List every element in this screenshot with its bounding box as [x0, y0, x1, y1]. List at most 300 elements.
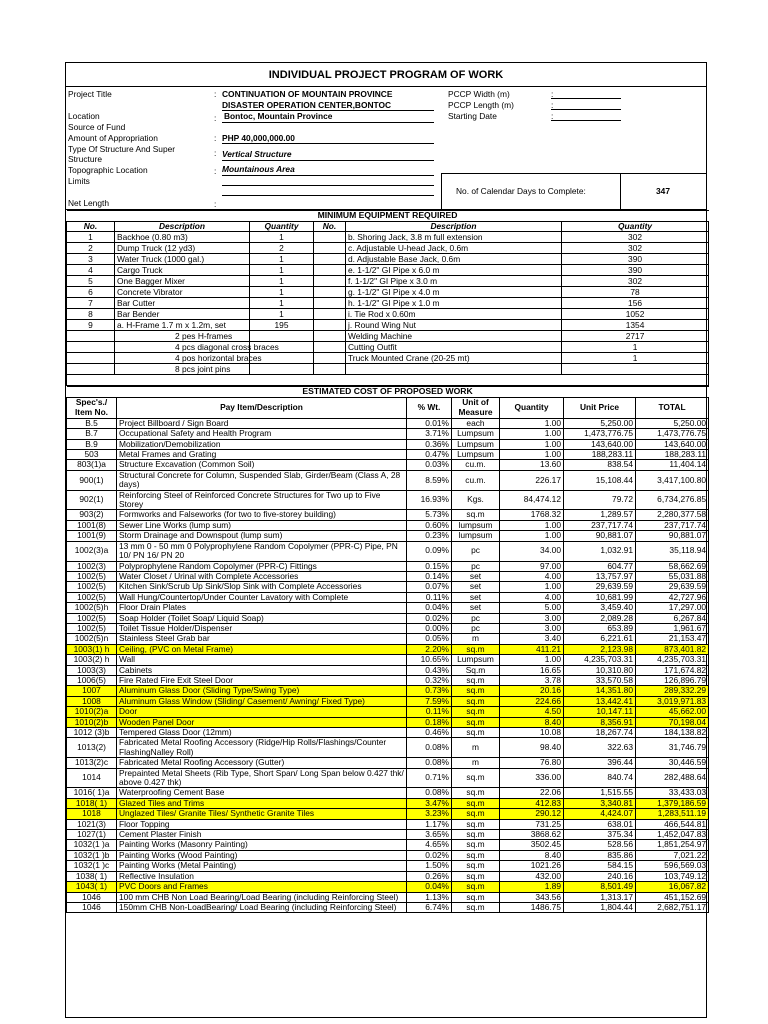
total: 3,417,100.80: [636, 470, 709, 490]
underline: [222, 160, 434, 161]
quantity: 3.00: [500, 613, 564, 623]
item-no: 1002(3): [67, 561, 117, 571]
percent-weight: 0.18%: [407, 717, 452, 727]
unit-of-measure: Kgs.: [452, 490, 500, 510]
pay-item-description: Wall: [117, 655, 407, 665]
quantity: 98.40: [500, 738, 564, 758]
percent-weight: 0.00%: [407, 623, 452, 633]
unit-of-measure: sq.m: [452, 644, 500, 654]
equipment-no: 5: [67, 276, 115, 287]
equipment-no-right: [314, 276, 346, 287]
unit-of-measure: sq.m: [452, 809, 500, 819]
total: 143,640.00: [636, 439, 709, 449]
underline: [551, 98, 621, 99]
quantity: 411.21: [500, 644, 564, 654]
equipment-description-right: Truck Mounted Crane (20-25 mt): [346, 353, 562, 364]
quantity: 1021.26: [500, 861, 564, 871]
item-no: 1001(8): [67, 520, 117, 530]
quantity: 22.06: [500, 788, 564, 798]
item-no: 1038( 1): [67, 871, 117, 881]
equipment-header-cell: Description: [115, 222, 250, 232]
equipment-no-right: [314, 254, 346, 265]
unit-of-measure: Lumpsum: [452, 655, 500, 665]
unit-price: 638.01: [564, 819, 636, 829]
equipment-description: Cargo Truck: [115, 265, 250, 276]
underline: [551, 120, 621, 121]
quantity: 3.78: [500, 675, 564, 685]
equipment-body: [67, 232, 709, 375]
quantity: 34.00: [500, 541, 564, 561]
equipment-description: 8 pcs joint pins: [115, 364, 250, 375]
equipment-no-right: [314, 320, 346, 331]
cost-row: [67, 788, 709, 798]
total: 103,749.12: [636, 871, 709, 881]
unit-price: 840.74: [564, 768, 636, 788]
quantity: 13.60: [500, 460, 564, 470]
colon: :: [551, 111, 554, 121]
item-no: 1013(2): [67, 738, 117, 758]
item-no: 1007: [67, 686, 117, 696]
unit-of-measure: set: [452, 603, 500, 613]
equipment-quantity-right: 390: [562, 265, 709, 276]
equipment-description: One Bagger Mixer: [115, 276, 250, 287]
total: 873,401.82: [636, 644, 709, 654]
unit-of-measure: sq.m: [452, 871, 500, 881]
unit-of-measure: sq.m: [452, 830, 500, 840]
page-title: INDIVIDUAL PROJECT PROGRAM OF WORK: [66, 63, 706, 87]
unit-of-measure: sq.m: [452, 819, 500, 829]
equipment-quantity-right: 302: [562, 243, 709, 254]
unit-price: 375.34: [564, 830, 636, 840]
cost-row: [67, 450, 709, 460]
unit-price: 3,459.40: [564, 603, 636, 613]
percent-weight: 0.60%: [407, 520, 452, 530]
total: 17,297.00: [636, 603, 709, 613]
quantity: 8.40: [500, 850, 564, 860]
unit-of-measure: sq.m: [452, 707, 500, 717]
equipment-row: [67, 320, 709, 331]
unit-of-measure: sq.m: [452, 882, 500, 892]
quantity: 1768.32: [500, 510, 564, 520]
equipment-description: Bar Cutter: [115, 298, 250, 309]
equipment-description-right: i. Tie Rod x 0.60m: [346, 309, 562, 320]
unit-of-measure: sq.m: [452, 798, 500, 808]
total: 6,267.84: [636, 613, 709, 623]
cost-header-cell: Quantity: [500, 397, 564, 418]
quantity: 1.00: [500, 520, 564, 530]
cost-header-cell: Unit Price: [564, 397, 636, 418]
equipment-quantity: 1: [250, 254, 314, 265]
pay-item-description: Reinforcing Steel of Reinforced Concrete Structures for Two up to Five Storey: [117, 490, 407, 510]
unit-of-measure: sq.m: [452, 717, 500, 727]
total: 1,379,186.59: [636, 798, 709, 808]
unit-price: 2,123.98: [564, 644, 636, 654]
project-info: [66, 87, 706, 210]
equipment-description-right: c. Adjustable U-head Jack, 0.6m: [346, 243, 562, 254]
item-no: 1032(1 )a: [67, 840, 117, 850]
unit-of-measure: sq.m: [452, 850, 500, 860]
structure-label: Type Of Structure And Super Structure: [68, 144, 176, 164]
percent-weight: 0.08%: [407, 758, 452, 768]
structure-value: Vertical Structure: [222, 149, 292, 159]
equipment-description-right: Cutting Outfit: [346, 342, 562, 353]
percent-weight: 0.46%: [407, 728, 452, 738]
quantity: 1.00: [500, 429, 564, 439]
equipment-description-right: e. 1-1/2" GI Pipe x 6.0 m: [346, 265, 562, 276]
equipment-no: [67, 353, 115, 364]
quantity: 5.00: [500, 603, 564, 613]
unit-of-measure: pc: [452, 561, 500, 571]
percent-weight: 0.43%: [407, 665, 452, 675]
quantity: 16.65: [500, 665, 564, 675]
equipment-heading: MINIMUM EQUIPMENT REQUIRED: [67, 211, 709, 222]
percent-weight: 0.01%: [407, 418, 452, 428]
cost-row: [67, 758, 709, 768]
equipment-quantity-right: 1354: [562, 320, 709, 331]
item-no: 1027(1): [67, 830, 117, 840]
percent-weight: 5.73%: [407, 510, 452, 520]
unit-price: 5,250.00: [564, 418, 636, 428]
total: 171,674.82: [636, 665, 709, 675]
unit-price: 528.56: [564, 840, 636, 850]
total: 1,283,511.19: [636, 809, 709, 819]
cost-header-cell: Pay Item/Description: [117, 397, 407, 418]
total: 16,067.82: [636, 882, 709, 892]
quantity: 4.50: [500, 707, 564, 717]
cost-body: [67, 418, 709, 913]
percent-weight: 0.14%: [407, 571, 452, 581]
total: 466,544.81: [636, 819, 709, 829]
percent-weight: 0.71%: [407, 768, 452, 788]
unit-price: 10,147.11: [564, 707, 636, 717]
cost-row: [67, 861, 709, 871]
cost-row: [67, 623, 709, 633]
cost-row: [67, 541, 709, 561]
pay-item-description: Cement Plaster Finish: [117, 830, 407, 840]
unit-of-measure: sq.m: [452, 510, 500, 520]
total: 33,433.03: [636, 788, 709, 798]
pay-item-description: Glazed Tiles and Trims: [117, 798, 407, 808]
underline: [222, 195, 434, 196]
total: 3,019,971.83: [636, 696, 709, 706]
total: 42,727.96: [636, 592, 709, 602]
pay-item-description: Aluminum Glass Door (Sliding Type/Swing Type): [117, 686, 407, 696]
total: 7,021.22: [636, 850, 709, 860]
unit-of-measure: m: [452, 758, 500, 768]
equipment-row: [67, 364, 709, 375]
equipment-quantity: 1: [250, 309, 314, 320]
unit-price: 79.72: [564, 490, 636, 510]
percent-weight: 16.93%: [407, 490, 452, 510]
equipment-header-cell: Quantity: [562, 222, 709, 232]
cost-row: [67, 798, 709, 808]
pay-item-description: Toilet Tissue Holder/Dispenser: [117, 623, 407, 633]
pay-item-description: Fire Rated Fire Exit Steel Door: [117, 675, 407, 685]
cost-row: [67, 840, 709, 850]
cost-row: [67, 439, 709, 449]
colon: :: [214, 89, 217, 99]
equipment-description-right: h. 1-1/2" GI Pipe x 1.0 m: [346, 298, 562, 309]
cost-row: [67, 717, 709, 727]
underline: [551, 109, 621, 110]
calendar-days-label: No. of Calendar Days to Complete:: [456, 186, 586, 196]
underline: [222, 175, 434, 176]
equipment-description-right: g. 1-1/2" GI Pipe x 4.0 m: [346, 287, 562, 298]
equipment-description: Water Truck (1000 gal.): [115, 254, 250, 265]
equipment-quantity-right: 78: [562, 287, 709, 298]
cost-row: [67, 892, 709, 902]
pay-item-description: Wooden Panel Door: [117, 717, 407, 727]
pay-item-description: Project Billboard / Sign Board: [117, 418, 407, 428]
percent-weight: 6.74%: [407, 902, 452, 912]
unit-price: 584.15: [564, 861, 636, 871]
item-no: 1021(3): [67, 819, 117, 829]
net-length-label: Net Length: [68, 198, 109, 208]
equipment-row: [67, 232, 709, 243]
percent-weight: 3.71%: [407, 429, 452, 439]
calendar-days-box: [441, 173, 707, 210]
quantity: 3.40: [500, 634, 564, 644]
colon: :: [214, 199, 217, 209]
unit-price: 322.63: [564, 738, 636, 758]
equipment-quantity-right: 1: [562, 353, 709, 364]
quantity: 290.12: [500, 809, 564, 819]
item-no: 1001(9): [67, 531, 117, 541]
item-no: 1002(5)n: [67, 634, 117, 644]
unit-price: 4,424.07: [564, 809, 636, 819]
cost-row: [67, 655, 709, 665]
cost-row: [67, 768, 709, 788]
pccp-width-label: PCCP Width (m): [448, 89, 510, 99]
percent-weight: 1.17%: [407, 819, 452, 829]
quantity: 84,474.12: [500, 490, 564, 510]
pay-item-description: Floor Drain Plates: [117, 603, 407, 613]
unit-of-measure: sq.m: [452, 788, 500, 798]
equipment-quantity: 195: [250, 320, 314, 331]
percent-weight: 0.73%: [407, 686, 452, 696]
unit-price: 604.77: [564, 561, 636, 571]
equipment-quantity-right: 1052: [562, 309, 709, 320]
equipment-quantity-right: 1: [562, 342, 709, 353]
percent-weight: 3.23%: [407, 809, 452, 819]
total: 596,569.03: [636, 861, 709, 871]
equipment-description-right: d. Adjustable Base Jack, 0.6m: [346, 254, 562, 265]
colon: :: [551, 100, 554, 110]
percent-weight: 0.04%: [407, 603, 452, 613]
quantity: 20.16: [500, 686, 564, 696]
unit-of-measure: sq.m: [452, 728, 500, 738]
unit-of-measure: pc: [452, 613, 500, 623]
equipment-quantity-right: 390: [562, 254, 709, 265]
percent-weight: 0.11%: [407, 592, 452, 602]
pay-item-description: Waterproofing Cement Base: [117, 788, 407, 798]
equipment-header-row: [67, 222, 709, 232]
pay-item-description: Reflective Insulation: [117, 871, 407, 881]
equipment-header-cell: Quantity: [250, 222, 314, 232]
unit-price: 835.86: [564, 850, 636, 860]
percent-weight: 1.50%: [407, 861, 452, 871]
quantity: 1.00: [500, 531, 564, 541]
unit-of-measure: lumpsum: [452, 531, 500, 541]
item-no: 1012 (3)b: [67, 728, 117, 738]
item-no: 1010(2)b: [67, 717, 117, 727]
underline: [222, 122, 434, 123]
location-value: Bontoc, Mountain Province: [224, 111, 333, 121]
cost-row: [67, 850, 709, 860]
colon: :: [214, 148, 217, 158]
equipment-table: [66, 210, 709, 386]
total: 55,031.88: [636, 571, 709, 581]
equipment-quantity-right: 302: [562, 276, 709, 287]
percent-weight: 0.02%: [407, 613, 452, 623]
pay-item-description: 100 mm CHB Non Load Bearing/Load Bearing (including Reinforcing Steel): [117, 892, 407, 902]
unit-of-measure: set: [452, 582, 500, 592]
total: 11,404.14: [636, 460, 709, 470]
unit-price: 143,640.00: [564, 439, 636, 449]
item-no: 1002(5)h: [67, 603, 117, 613]
quantity: 8.40: [500, 717, 564, 727]
quantity: 10.08: [500, 728, 564, 738]
unit-price: 8,501.49: [564, 882, 636, 892]
cost-row: [67, 686, 709, 696]
unit-price: 2,089.28: [564, 613, 636, 623]
pay-item-description: Sewer Line Works (lump sum): [117, 520, 407, 530]
total: 2,280,377.58: [636, 510, 709, 520]
unit-of-measure: set: [452, 571, 500, 581]
unit-of-measure: set: [452, 592, 500, 602]
item-no: 903(2): [67, 510, 117, 520]
cost-row: [67, 561, 709, 571]
quantity: 1.00: [500, 439, 564, 449]
pay-item-description: Aluminum Glass Window (Sliding/ Casement/ Awning/ Fixed Type): [117, 696, 407, 706]
quantity: 3868.62: [500, 830, 564, 840]
pay-item-description: Structure Excavation (Common Soil): [117, 460, 407, 470]
quantity: 336.00: [500, 768, 564, 788]
total: 70,198.04: [636, 717, 709, 727]
item-no: 1002(5): [67, 623, 117, 633]
unit-of-measure: sq.m: [452, 892, 500, 902]
total: 1,473,776.75: [636, 429, 709, 439]
quantity: 731.25: [500, 819, 564, 829]
total: 451,152.69: [636, 892, 709, 902]
quantity: 432.00: [500, 871, 564, 881]
pay-item-description: Kitchen Sink/Scrub Up Sink/Slop Sink with Complete Accessories: [117, 582, 407, 592]
unit-price: 14,351.80: [564, 686, 636, 696]
equipment-no: 7: [67, 298, 115, 309]
percent-weight: 0.11%: [407, 707, 452, 717]
percent-weight: 0.09%: [407, 541, 452, 561]
cost-row: [67, 644, 709, 654]
total: 237,717.74: [636, 520, 709, 530]
item-no: 1003(2) h: [67, 655, 117, 665]
equipment-row: [67, 287, 709, 298]
item-no: 1014: [67, 768, 117, 788]
cost-row: [67, 675, 709, 685]
equipment-quantity: 2: [250, 243, 314, 254]
unit-of-measure: Lumpsum: [452, 429, 500, 439]
unit-price: 1,032.91: [564, 541, 636, 561]
percent-weight: 3.65%: [407, 830, 452, 840]
cost-row: [67, 603, 709, 613]
cost-row: [67, 531, 709, 541]
unit-price: 90,881.07: [564, 531, 636, 541]
percent-weight: 0.36%: [407, 439, 452, 449]
equipment-header-cell: Description: [346, 222, 562, 232]
equipment-no: 2: [67, 243, 115, 254]
equipment-no: 9: [67, 320, 115, 331]
percent-weight: 8.59%: [407, 470, 452, 490]
equipment-quantity: 1: [250, 298, 314, 309]
percent-weight: 4.65%: [407, 840, 452, 850]
equipment-no: 6: [67, 287, 115, 298]
percent-weight: 1.13%: [407, 892, 452, 902]
quantity: 1.00: [500, 582, 564, 592]
unit-price: 8,356.91: [564, 717, 636, 727]
equipment-description: Concrete Vibrator: [115, 287, 250, 298]
equipment-row: [67, 331, 709, 342]
unit-of-measure: sq.m: [452, 840, 500, 850]
unit-price: 1,313.17: [564, 892, 636, 902]
unit-price: 1,289.57: [564, 510, 636, 520]
cost-row: [67, 665, 709, 675]
quantity: 1.00: [500, 450, 564, 460]
pay-item-description: Prepainted Metal Sheets (Rib Type, Short Span/ Long Span below 0.427 thk/ above 0.427 thk): [117, 768, 407, 788]
item-no: 1046: [67, 892, 117, 902]
quantity: 1486.75: [500, 902, 564, 912]
pay-item-description: Tempered Glass Door (12mm): [117, 728, 407, 738]
cost-table: [66, 386, 709, 913]
equipment-row: [67, 342, 709, 353]
equipment-no: [67, 342, 115, 353]
quantity: 412.83: [500, 798, 564, 808]
unit-of-measure: Lumpsum: [452, 450, 500, 460]
item-no: 1018( 1): [67, 798, 117, 808]
unit-of-measure: sq.m: [452, 902, 500, 912]
item-no: 1010(2)a: [67, 707, 117, 717]
equipment-row: [67, 298, 709, 309]
item-no: 902(1): [67, 490, 117, 510]
equipment-description-right: [346, 364, 562, 375]
pay-item-description: Unglazed Tiles/ Granite Tiles/ Synthetic Granite Tiles: [117, 809, 407, 819]
percent-weight: 0.15%: [407, 561, 452, 571]
quantity: 76.80: [500, 758, 564, 768]
pay-item-description: Stainless Steel Grab bar: [117, 634, 407, 644]
total: 45,662.00: [636, 707, 709, 717]
total: 126,896.79: [636, 675, 709, 685]
equipment-description: Bar Bender: [115, 309, 250, 320]
unit-price: 188,283.11: [564, 450, 636, 460]
item-no: 1018: [67, 809, 117, 819]
pay-item-description: PVC Doors and Frames: [117, 882, 407, 892]
pay-item-description: Polyprophylene Random Copolymer (PPR-C) Fittings: [117, 561, 407, 571]
unit-price: 33,570.58: [564, 675, 636, 685]
cost-row: [67, 728, 709, 738]
percent-weight: 3.47%: [407, 798, 452, 808]
equipment-row: [67, 309, 709, 320]
item-no: 1002(5): [67, 613, 117, 623]
pay-item-description: Formworks and Falseworks (for two to five-storey building): [117, 510, 407, 520]
cost-row: [67, 613, 709, 623]
cost-row: [67, 592, 709, 602]
pay-item-description: Metal Frames and Grating: [117, 450, 407, 460]
item-no: 1002(3)a: [67, 541, 117, 561]
pay-item-description: Painting Works (Masonry Painting): [117, 840, 407, 850]
location-label: Location: [68, 111, 100, 121]
cost-row: [67, 830, 709, 840]
unit-of-measure: sq.m: [452, 768, 500, 788]
equipment-description-right: f. 1-1/2" GI Pipe x 3.0 m: [346, 276, 562, 287]
percent-weight: 2.20%: [407, 644, 452, 654]
